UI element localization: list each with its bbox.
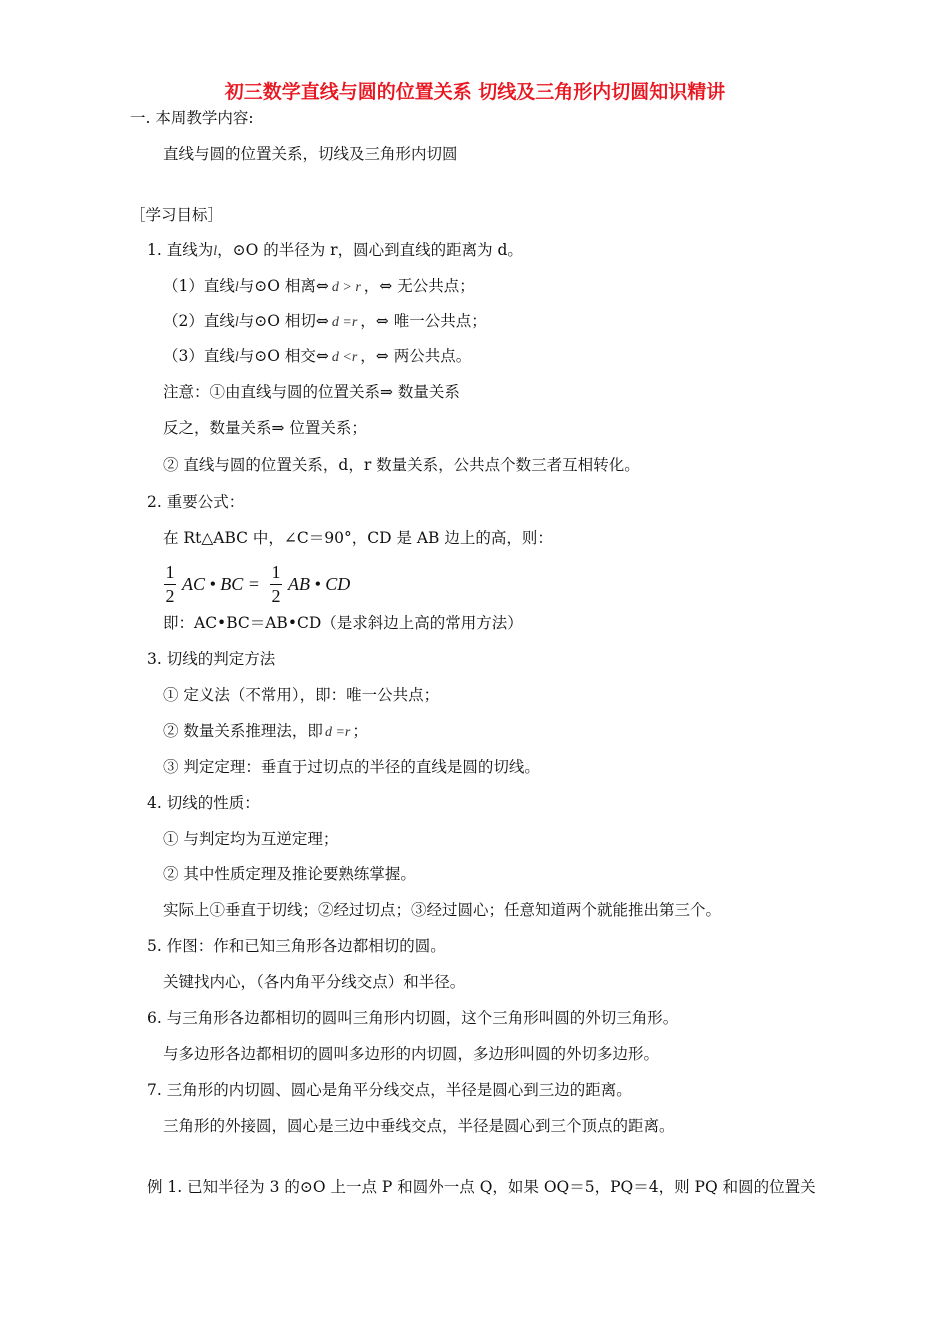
item-3-line-2-text: ② 数量关系推理法，即	[163, 722, 323, 740]
item-4-heading: 4. 切线的性质：	[147, 794, 260, 812]
var-l: l	[234, 350, 239, 365]
sub-item-3-c: ，⇔ 两公共点。	[360, 347, 472, 365]
item-6-line-1: 与多边形各边都相切的圆叫多边形的内切圆，多边形叫圆的外切多边形。	[163, 1045, 660, 1063]
example-1: 例 1. 已知半径为 3 的⊙O 上一点 P 和圆外一点 Q，如果 OQ＝5，PQ＝4，则 PQ 和圆的位置关	[147, 1178, 816, 1196]
math-relation: d =r	[331, 315, 358, 330]
section-content: 直线与圆的位置关系，切线及三角形内切圆	[163, 145, 458, 163]
sub-item-3	[163, 346, 471, 368]
item-1-text-b: ，⊙O 的半径为 r，圆心到直线的距离为 d。	[217, 241, 523, 259]
math-relation: d > r	[331, 280, 361, 295]
item-3-line-3: ③ 判定定理：垂直于过切点的半径的直线是圆的切线。	[163, 758, 540, 776]
fraction-2-bar	[270, 584, 282, 585]
sub-item-1-a: （1）直线	[163, 277, 235, 295]
formula-left-term: AC • BC =	[182, 574, 260, 594]
sub-item-1-b: 与⊙O 相离⇔	[238, 277, 329, 295]
item-4-line-1: ① 与判定均为互逆定理；	[163, 830, 339, 848]
section-heading: 一. 本周教学内容:	[130, 109, 254, 127]
math-relation: d =r	[324, 725, 351, 740]
item-1	[147, 240, 523, 262]
sub-item-3-b: 与⊙O 相交⇔	[238, 347, 329, 365]
math-relation: d <r	[331, 350, 358, 365]
item-7-heading: 7. 三角形的内切圆、圆心是角平分线交点，半径是圆心到三边的距离。	[147, 1081, 632, 1099]
note-2: 反之，数量关系⇒ 位置关系；	[163, 419, 367, 437]
sub-item-1	[163, 276, 475, 298]
item-5-heading: 5. 作图：作和已知三角形各边都相切的圆。	[147, 937, 446, 955]
fraction-1-bar	[164, 584, 176, 585]
sub-item-2-c: ，⇔ 唯一公共点；	[360, 312, 487, 330]
sub-item-2-a: （2）直线	[163, 312, 235, 330]
item-1-text-a: 1. 直线为	[147, 241, 214, 259]
sub-item-3-a: （3）直线	[163, 347, 235, 365]
item-5-line-1: 关键找内心，（各内角平分线交点）和半径。	[163, 973, 466, 991]
item-3-heading: 3. 切线的判定方法	[147, 650, 276, 668]
objectives-heading: ［学习目标］	[130, 206, 224, 224]
fraction-2-numerator: 1	[271, 562, 281, 582]
item-7-line-1: 三角形的外接圆，圆心是三边中垂线交点，半径是圆心到三个顶点的距离。	[163, 1117, 675, 1135]
fraction-1-numerator: 1	[165, 562, 175, 582]
var-l: l	[234, 315, 239, 330]
formula-right-term: AB • CD	[288, 574, 351, 594]
sub-item-2	[163, 311, 487, 333]
item-4-line-2: ② 其中性质定理及推论要熟练掌握。	[163, 865, 416, 883]
document-title: 初三数学直线与圆的位置关系 切线及三角形内切圆知识精讲	[224, 81, 726, 103]
item-3-line-2	[163, 721, 368, 743]
item-3-line-1: ① 定义法（不常用），即：唯一公共点；	[163, 686, 440, 704]
item-2-line-2: 即：AC•BC＝AB•CD（是求斜边上高的常用方法）	[163, 614, 523, 632]
fraction-1-denominator: 2	[165, 586, 175, 606]
formula	[163, 560, 403, 610]
note-1: 注意：①由直线与圆的位置关系⇒ 数量关系	[163, 383, 460, 401]
item-4-line-3: 实际上①垂直于切线；②经过切点；③经过圆心；任意知道两个就能推出第三个。	[163, 901, 722, 919]
item-2-line-1: 在 Rt△ABC 中，∠C＝90°，CD 是 AB 边上的高，则：	[163, 529, 553, 547]
var-l: l	[234, 280, 239, 295]
var-l: l	[213, 244, 218, 259]
sub-item-2-b: 与⊙O 相切⇔	[238, 312, 329, 330]
note-3: ② 直线与圆的位置关系，d，r 数量关系，公共点个数三者互相转化。	[163, 456, 640, 474]
sub-item-1-c: ，⇔ 无公共点；	[363, 277, 475, 295]
item-2-heading: 2. 重要公式：	[147, 493, 245, 511]
fraction-2-denominator: 2	[271, 586, 281, 606]
item-6-heading: 6. 与三角形各边都相切的圆叫三角形内切圆，这个三角形叫圆的外切三角形。	[147, 1009, 679, 1027]
item-3-line-2-end: ；	[352, 722, 368, 740]
